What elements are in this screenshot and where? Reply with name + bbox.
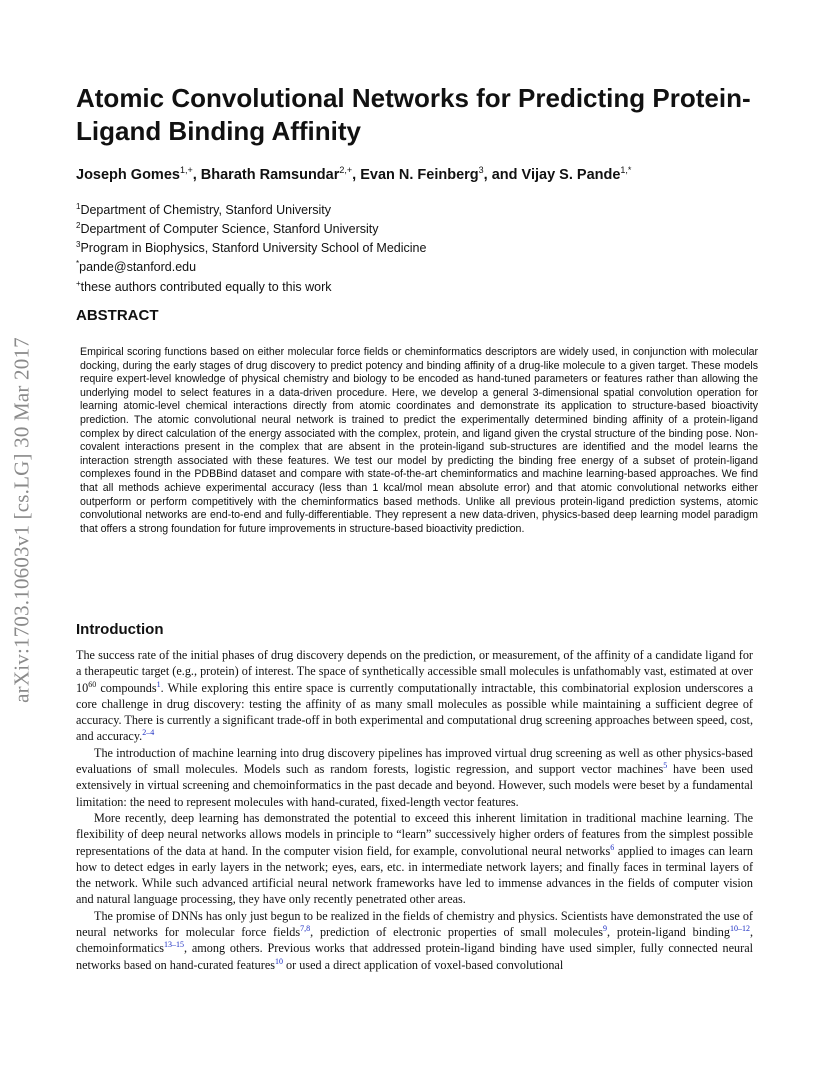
paragraph-text: More recently, deep learning has demonstrated the potential to exceed this inherent limitation in traditional machine learning. The flexibility of deep neural networks allows models in principle to “learn” successively higher orders of features from the simplest possible representations of the data at hand. In the computer vision field, for example, convolutional neural networks [76, 810, 753, 858]
paragraph-text: applied to images can learn how to detect edges in early layers in the network; eyes, ears, etc. in intermediate network layers; and finally faces in terminal layers of the network. While such advanced artificial neural network frameworks have led to immense advances in the fields of computer vision and natural language processing, they have only recently penetrated other areas. [76, 843, 753, 907]
citation-link[interactable]: 6 [610, 842, 615, 852]
citation-link[interactable]: 1 [156, 679, 161, 689]
paragraph-text: The success rate of the initial phases of drug discovery depends on the prediction, or measurement, of the affinity of a candidate ligand for a therapeutic target (e.g., protein) of interest. The space of synthetically accessible small molecules is unfathomably vast, estimated at over 10 [76, 648, 753, 695]
arxiv-identifier-text: arXiv:1703.10603v1 [cs.LG] 30 Mar 2017 [9, 337, 34, 703]
affiliation-text: Department of Computer Science, Stanford University [80, 222, 379, 237]
citation-link[interactable]: 13–15 [164, 940, 184, 950]
affiliation-mark: * [76, 259, 80, 269]
exponent: 60 [88, 679, 97, 689]
abstract-text: Empirical scoring functions based on either molecular force fields or cheminformatics descriptors are widely used, in conjunction with molecular docking, during the early stages of drug discovery to predict potency and binding affinity of a drug-like molecule to a given target. These models require expert-level knowledge of physical chemistry and biology to be encoded as hand-tuned parameters or features rather than allowing the underlying model to select features in a data-driven procedure. Here, we develop a general 3-dimensional spatial convolution operation for learning atomic-level chemical interactions directly from atomic coordinates and demonstrate its application to structure-based bioactivity prediction. The atomic convolutional neural network is trained to predict the experimentally determined binding affinity of a protein-ligand complex by direct calculation of the energy associated with the complex, protein, and ligand given the crystal structure of the binding pose. Non-covalent interactions present in the complex that are absent in the protein-ligand sub-structures are identified and the model learns the interaction strength associated with these features. We test our model by predicting the binding free energy of a subset of protein-ligand complexes found in the PDBBind dataset and compare with state-of-the-art cheminformatics and machine learning-based approaches. We find that all methods achieve experimental accuracy (less than 1 kcal/mol mean absolute error) and that atomic convolutional networks either outperform or perform competitively with the cheminformatics based methods. Unlike all previous protein-ligand prediction systems, atomic convolutional networks are end-to-end and fully-differentiable. They represent a new data-driven, physics-based deep learning model paradigm that offers a strong foundation for future improvements in structure-based bioactivity prediction. [80, 346, 758, 535]
affiliation-list [76, 199, 676, 295]
paragraph [76, 745, 753, 810]
citation-link[interactable]: 10 [274, 956, 283, 966]
citation-link[interactable]: 9 [603, 923, 608, 933]
paragraph [76, 810, 753, 908]
paragraph-text: or used a direct application of voxel-based convolutional [282, 957, 564, 972]
author-separator: , and [483, 166, 522, 183]
author-name: Bharath Ramsundar [200, 166, 340, 183]
paragraph-text: The promise of DNNs has only just begun to be realized in the fields of chemistry and physics. Scientists have demonstrated the use of neural networks for molecular force fields [76, 908, 753, 940]
affiliation-item [76, 218, 676, 237]
author-name: Vijay S. Pande [521, 166, 621, 183]
paragraph-text: , prediction of electronic properties of small molecules [310, 925, 604, 940]
paper-title: Atomic Convolutional Networks for Predicting Protein-Ligand Binding Affinity [76, 83, 751, 146]
paragraph-text: have been used extensively in virtual screening and chemoinformatics in the past decade and beyond. However, such models were beset by a fundamental limitation: the need to represent molecules with hand-curated, fixed-length vector features. [76, 762, 753, 809]
paragraph-text: compounds [96, 680, 157, 695]
citation-link[interactable]: 5 [663, 761, 668, 771]
affiliation-text: these authors contributed equally to this work [80, 279, 332, 294]
affiliation-item [76, 237, 676, 256]
author-name: Evan N. Feinberg [360, 166, 479, 183]
affiliation-text: Department of Chemistry, Stanford University [80, 203, 332, 218]
author-name: Joseph Gomes [76, 166, 180, 183]
citation-link[interactable]: 2–4 [142, 728, 155, 738]
author-separator: , [192, 166, 201, 183]
abstract-heading: ABSTRACT [76, 307, 159, 324]
affiliation-item [76, 199, 676, 218]
paragraph-text: , protein-ligand binding [607, 925, 730, 940]
affiliation-item [76, 256, 676, 275]
affiliation-mark: 1 [76, 202, 81, 211]
affiliation-item [76, 276, 676, 295]
author-separator: , [352, 166, 361, 183]
paragraph-text: , chemoinformatics [76, 925, 753, 956]
author-marks: 2,+ [339, 165, 353, 175]
introduction-heading: Introduction [76, 621, 164, 638]
author-marks: 1,* [620, 165, 632, 175]
paragraph-text: , among others. Previous works that addressed protein-ligand binding have used simpler, fully connected neural networks based on hand-curated features [76, 941, 753, 972]
author-list [76, 160, 776, 185]
affiliation-mark: + [76, 278, 81, 288]
author-marks: 1,+ [179, 165, 193, 175]
paragraph [76, 647, 753, 745]
paragraph [76, 908, 753, 973]
citation-link[interactable]: 7,8 [300, 923, 311, 933]
author-email[interactable]: pande@stanford.edu [79, 260, 197, 275]
paragraph-text: The introduction of machine learning into drug discovery pipelines has improved virtual drug screening as well as other physics-based evaluations of small molecules. Models such as random forests, logistic regression, and support vector machines [76, 745, 753, 777]
affiliation-mark: 3 [76, 240, 81, 250]
affiliation-mark: 2 [76, 221, 81, 231]
author-marks: 3 [478, 165, 484, 175]
introduction-body [76, 647, 753, 973]
affiliation-text: Program in Biophysics, Stanford University School of Medicine [80, 241, 427, 256]
paragraph-text: . While exploring this entire space is currently computationally intractable, this combinatorial explosion underscores a core challenge in drug discovery: testing the affinity of as many small molecules as possible while maintaining a sufficient degree of accuracy. There is currently a significant trade-off in both experimental and computational drug screening approaches between speed, cost, and accuracy. [76, 680, 754, 744]
citation-link[interactable]: 10–12 [729, 923, 750, 933]
